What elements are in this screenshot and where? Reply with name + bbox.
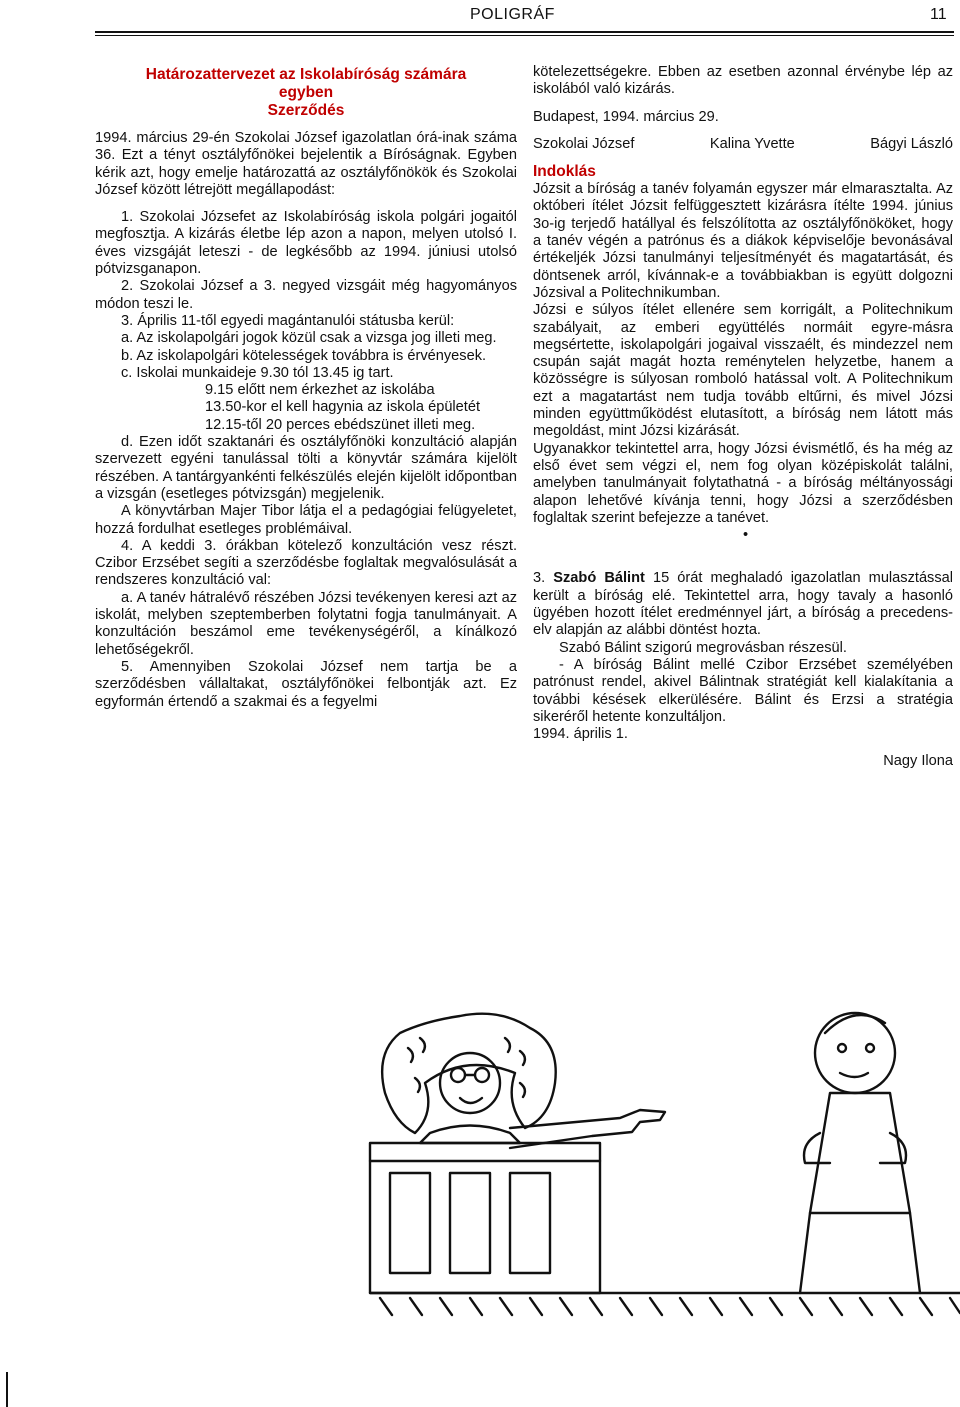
point-4: 4. A keddi 3. órákban kötelező konzultáción vesz részt. Czibor Erzsébet segíti a szerződésbe foglaltak megvalósulását a rendszeres konzultáció val: — [95, 537, 517, 589]
signature-1: Szokolai József — [533, 135, 635, 152]
left-column — [95, 66, 517, 711]
point-4a: a. A tanév hátralévő részében Józsi tevékenyen keresi azt az iskolát, melyben szeptemberben folytatni fogja tanulmányait. A konzultáción beszámol eme tevékenységéről, a kínálkozó lehetőségekről. — [95, 589, 517, 658]
separator-bullet: • — [743, 527, 749, 544]
floor-hatching — [380, 1298, 960, 1315]
point-3c-line-2: 13.50-kor el kell hagynia az iskola épületét — [205, 399, 481, 416]
point-3e: A könyvtárban Majer Tibor látja el a pedagógiai felügyeletet, hozzá fordulhat esetleges problémáival. — [95, 503, 517, 537]
point-3d: d. Ezen időt szaktanári és osztályfőnöki konzultáció alapján szervezett egyéni tanulással tölti a könyvtár számára kijelölt részében. A tantárgyankénti felkészülés elején kijelölt időpontban a vizsgán (esetleges pótvizsgán) megjelenik. — [95, 434, 517, 502]
case-3-number: 3. — [533, 570, 546, 587]
student-head — [815, 1013, 895, 1093]
courtroom-cartoon — [330, 993, 960, 1323]
page-number: 11 — [930, 6, 947, 23]
signature-2: Kalina Yvette — [709, 135, 795, 152]
verdict-2: - A bíróság Bálint mellé Czibor Erzsébet személyében patrónust rendel, akivel Bálintnak stratégiát kell kialakítania a további késések elkerülésére. Bálint és Erzsi a stratégia sikeréről hetente konzultáljon. — [533, 656, 953, 725]
case-3-name: Szabó Bálint — [553, 570, 645, 587]
point-3c: c. Iskolai munkaideje 9.30 tól 13.45 ig tart. — [121, 364, 394, 381]
closing-date: 1994. április 1. — [533, 726, 628, 743]
point-5: 5. Amennyiben Szokolai József nem tartja be a szerződésben vállaltakat, osztályfőnökei felbontják azt. Ez egyformán értendő a szakmai és a fegyelmi — [95, 658, 517, 710]
author-name: Nagy Ilona — [883, 753, 953, 770]
signature-3: Bágyi László — [870, 135, 953, 152]
reasoning-paragraph-3: Ugyanakkor tekintettel arra, hogy Józsi évismétlő, és ha még az első évet sem végzi el, nem fog olyan középiskolát találni, amelyben tanulmányait folytathatná - a bíróság méltányossági alapon lehetővé kívánja tenni, hogy Józsi a szerződésben foglaltak szerint befejezze a tanévet. — [533, 440, 953, 526]
heading-line-3: Szerződés — [267, 102, 345, 119]
intro-paragraph: 1994. március 29-én Szokolai József igazolatlan órá-inak száma 36. Ezt a tényt osztályfőnökei bejelentik a Bíróságnak. Egyben kérik azt, hogy emelje határozattá az osztályfőnökök és Szokolai József között létrejött megállapodást: — [95, 130, 517, 198]
publication-title: POLIGRÁF — [470, 6, 555, 23]
place-and-date: Budapest, 1994. március 29. — [533, 108, 719, 125]
right-column — [533, 64, 953, 771]
point-3a: a. Az iskolapolgári jogok közül csak a vizsga jog illeti meg. — [121, 330, 497, 347]
case-3-paragraph — [533, 570, 953, 639]
reasoning-paragraph-1: Józsit a bíróság a tanév folyamán egyszer már elmarasztalta. Az októberi ítélet Józsit felfüggesztett kizárásra ítélte 1994. június 3o-ig terjedő hatállyal és felszólította az osztályfőnököket, hogy a tanév végén a patrónus és a diákok képviselője bevonásával értékeljék Józsi tanulmányi teljesítményét és magatartását, és döntsenek arról, kívánnak-e a továbbiakban is együtt dolgozni Józsival a Politechnikumban. — [533, 181, 953, 301]
point-3: 3. Április 11-től egyedi magántanulói státusba kerül: — [121, 312, 455, 329]
signatures — [533, 136, 953, 153]
point-3c-line-1: 9.15 előtt nem érkezhet az iskolába — [205, 382, 435, 399]
student-body — [810, 1093, 910, 1213]
header-rule-thin — [95, 35, 954, 36]
page-header — [0, 0, 960, 40]
point-3b: b. Az iskolapolgári kötelességek továbbra is érvényesek. — [121, 347, 487, 364]
heading-line-1: Határozattervezet az Iskolabíróság számára — [145, 66, 467, 83]
reasoning-title: Indoklás — [533, 163, 596, 181]
verdict-1: Szabó Bálint szigorú megrovásban részesül. — [559, 639, 847, 656]
bench-panels — [390, 1173, 550, 1273]
judge-wig — [382, 1014, 556, 1133]
case-3-text: 15 órát meghaladó igazolatlan mulasztással került a bíróság elé. Tekintettel arra, hogy tavaly a hasonló ügyében hozott ítélet eredménnyel járt, a bíróság a precedens-elv alapján az alábbi döntést hozta. — [533, 570, 954, 639]
judge-robe — [420, 1126, 520, 1144]
point-1: 1. Szokolai Józsefet az Iskolabíróság iskola polgári jogaitól megfosztja. A kizárás életbe lép azon a napon, melyen utolsó I. éves vizsgáját leteszi - de legkésőbb az 1994. júniusi utolsó pótvizsganapon. — [95, 209, 517, 278]
student-arm — [804, 1133, 830, 1163]
header-rule — [95, 31, 954, 33]
heading-line-2: egyben — [278, 84, 334, 101]
reasoning-paragraph-2: Józsi e súlyos ítélet ellenére sem korrigált, a Politechnikum szabályait, az emberi együttélés normáit egyre-másra megsértette, iskolapolgári jogaival visszaélt, és mindezzel nem csupán saját magát hozta reménytelen helyzetbe, hanem a közösségre is súlyosan romboló hatással volt. A Politechnikum ezt a magatartást nem tudja tovább eltűrni, és mivel Józsi minden együttműködést elutasított, a bíróság nem látott más megoldást, mint Józsi kizárását. — [533, 302, 953, 440]
point-2: 2. Szokolai József a 3. negyed vizsgáit még hagyományos módon teszi le. — [95, 278, 517, 312]
judge-bench — [370, 1143, 600, 1293]
point-5-continued: kötelezettségekre. Ebben az esetben azonnal érvénybe lép az iskolából való kizárás. — [533, 64, 953, 98]
point-3c-line-3: 12.15-től 20 perces ebédszünet illeti meg. — [205, 416, 476, 433]
page-edge-mark — [6, 1372, 8, 1407]
